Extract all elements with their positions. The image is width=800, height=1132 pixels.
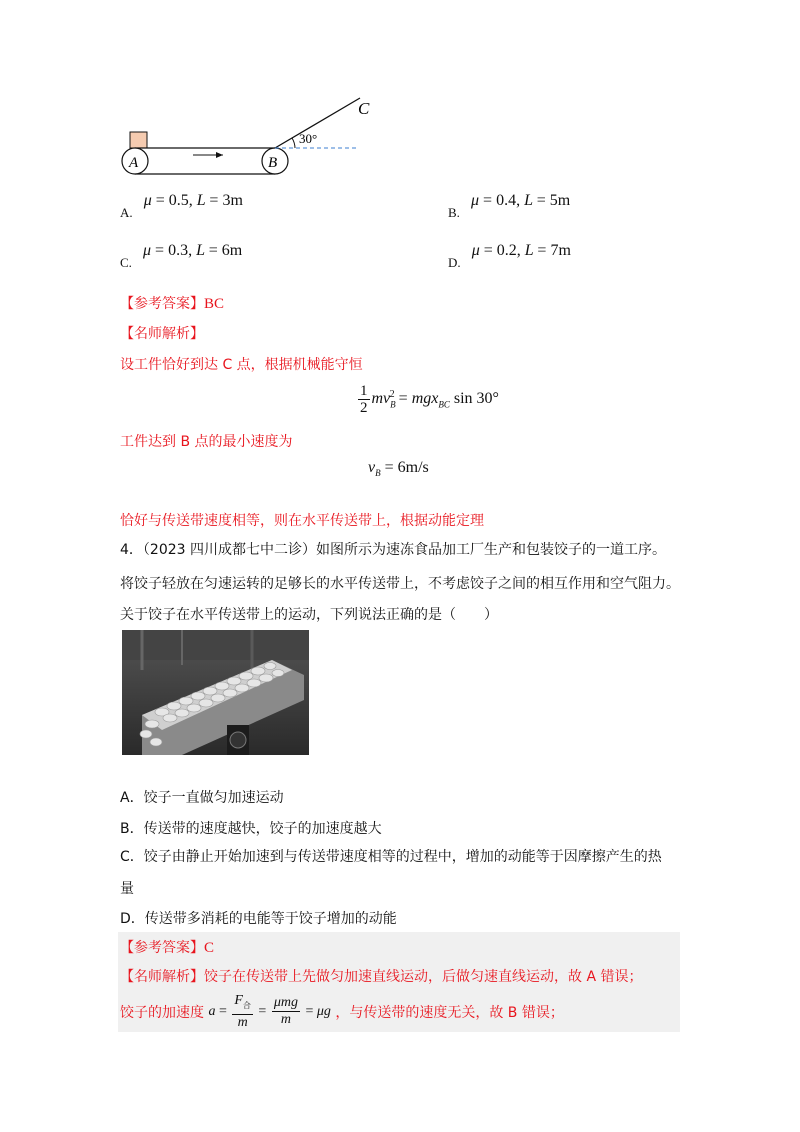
dumpling-conveyor-photo xyxy=(122,630,309,755)
q3-analysis-label: 【名师解析】 xyxy=(120,326,204,342)
q4-option-a: A．饺子一直做匀加速运动 xyxy=(120,790,284,806)
incline-bc xyxy=(275,98,360,148)
label-c: C xyxy=(358,99,370,118)
q4-analysis-line1: 【名师解析】饺子在传送带上先做匀加速直线运动，后做匀速直线运动，故 A 错误； xyxy=(120,969,643,985)
angle-label: 30° xyxy=(299,131,318,146)
q4-option-c-cont: 量 xyxy=(120,881,134,897)
option-d: $_{D.}$ μ = 0.2, L = 7m xyxy=(448,242,571,270)
q4-stem-line3: 关于饺子在水平传送带上的运动，下列说法正确的是（ ） xyxy=(120,607,498,623)
q3-analysis-line3: 恰好与传送带速度相等，则在水平传送带上，根据动能定理 xyxy=(120,513,484,529)
q4-option-c: C．饺子由静止开始加速到与传送带速度相等的过程中，增加的动能等于因摩擦产生的热 xyxy=(120,849,662,865)
option-a: $_{A.}$ μ = 0.5, L = 3m xyxy=(120,192,243,220)
label-a: A xyxy=(129,155,139,171)
q3-analysis-line2: 工件达到 B 点的最小速度为 xyxy=(120,434,293,450)
q4-option-d: D．传送带多消耗的电能等于饺子增加的动能 xyxy=(120,911,397,927)
q3-analysis-line1: 设工件恰好到达 C 点，根据机械能守恒 xyxy=(120,357,363,373)
q4-option-b: B．传送带的速度越快，饺子的加速度越大 xyxy=(120,821,382,837)
q4-analysis-line2: 饺子的加速度 a = $\frac{F_合}{m}$ = $\frac{\text{μmg}}{m}$ = μg ，与传送带的速度无关，故 B 错误； xyxy=(120,993,564,1030)
q4-stem-line2: 将饺子轻放在匀速运转的足够长的水平传送带上，不考虑饺子之间的相互作用和空气阻力。 xyxy=(120,576,680,592)
label-b: B xyxy=(268,155,278,171)
option-b: $_{B.}$ μ = 0.4, L = 5m xyxy=(448,192,571,220)
equation-velocity: $v_B = 6m/s$ xyxy=(368,459,429,479)
q4-answer: 【参考答案】C xyxy=(120,940,215,956)
q3-answer: 【参考答案】BC xyxy=(120,296,225,312)
block xyxy=(130,132,147,148)
conveyor-diagram xyxy=(115,92,385,182)
option-c: $_{C.}$ μ = 0.3, L = 6m xyxy=(120,242,243,270)
equation-energy: $\frac{1}{2}$ $mv_B^2 = mgx_{BC}$ sin 30° xyxy=(360,383,499,416)
q4-stem-line1: 4．（2023 四川成都七中二诊）如图所示为速冻食品加工厂生产和包装饺子的一道工序。 xyxy=(120,542,666,558)
